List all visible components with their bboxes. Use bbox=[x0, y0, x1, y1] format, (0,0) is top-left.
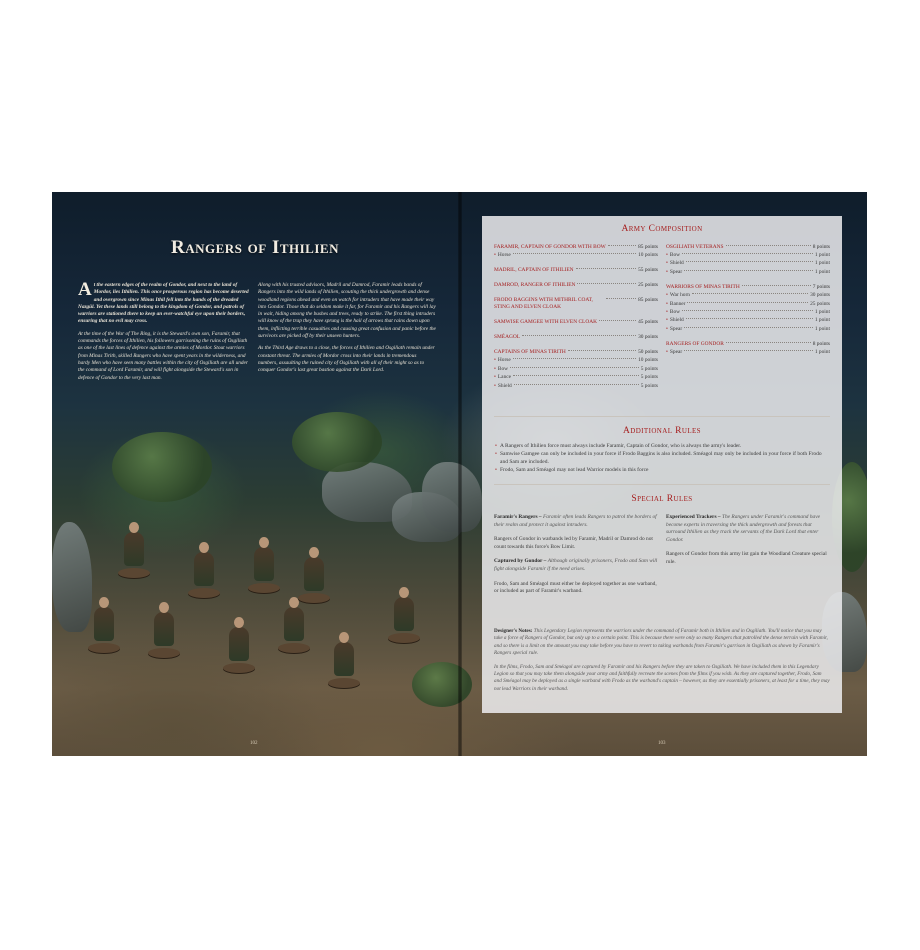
dot-leader bbox=[687, 302, 808, 303]
designers-notes-paragraph: Designer's Notes: This Legendary Legion represents the warriors under the command of Faramir both in Ithilien and in Osgiliath. You'll notice that you may take a force of Rangers of Gondor, but only up to a certain point. This is because there were only so many Rangers that patrolled the dense terrain with Faramir, and so there is a limit on the amount you may take before you have to revert to taking warbands from Faramir's garrison in Osgiliath as shown by Faramir's Rangers special rule. bbox=[494, 628, 828, 657]
dot-leader bbox=[514, 384, 639, 385]
dot-leader bbox=[692, 293, 808, 294]
bullet-icon: • bbox=[495, 443, 497, 449]
bullet-icon: • bbox=[495, 451, 497, 457]
intro-paragraph: At the eastern edges of the realm of Gondor, and next to the land of Mordor, lies Ithilien. This once prosperous region has become deserted and overgrown since Minas Ithil fell into the hands of the dreaded Nazgûl. Yet these lands still belong to the kingdom of Gondor, and patrols of warriors are stationed there to keep an ever-watchful eye upon their borders, ensuring that no evil may cross. bbox=[78, 279, 249, 325]
army-list-right bbox=[666, 244, 830, 365]
miniature-figure bbox=[227, 617, 251, 669]
unit-points: 25 points bbox=[638, 282, 658, 289]
special-rule: Experienced Trackers – The Rangers under Faramir's command have become experts in traversing the thick undergrowth and forests that surround Ithilien as they track the servants of the Dark Lord that enter Gondor. bbox=[666, 514, 820, 543]
option-name: Lance bbox=[497, 374, 512, 381]
book-spine bbox=[458, 192, 462, 756]
option-points: 10 points bbox=[638, 252, 658, 258]
unit-points: 8 points bbox=[812, 244, 830, 250]
dot-leader bbox=[513, 375, 639, 376]
miniature-figure bbox=[332, 632, 356, 684]
miniature-figure bbox=[152, 602, 176, 654]
unit-name: CAPTAINS OF MINAS TIRITH bbox=[494, 349, 566, 356]
unit-option bbox=[494, 382, 658, 390]
army-unit bbox=[666, 284, 830, 333]
bullet-icon: • bbox=[494, 252, 496, 258]
option-name: Shield bbox=[497, 382, 512, 389]
miniature-figure bbox=[252, 537, 276, 589]
option-name: Spear bbox=[669, 325, 683, 332]
section-divider bbox=[494, 416, 830, 417]
special-rule-text: Rangers of Gondor in warbands led by Faramir, Madril or Damrod do not count towards this force's Bow Limit. bbox=[494, 536, 653, 550]
option-points: 1 point bbox=[814, 317, 830, 324]
unit-option bbox=[666, 300, 830, 308]
dot-leader bbox=[577, 283, 636, 284]
unit-points: 50 points bbox=[638, 349, 658, 356]
unit-name: OSGILIATH VETERANS bbox=[666, 244, 724, 250]
unit-option bbox=[666, 291, 830, 299]
unit-points: 7 points bbox=[812, 284, 830, 291]
body-paragraph: At the time of the War of The Ring, it is the Steward's own son, Faramir, that commands the forces of Ithilien, his followers garrisoning the ruins of Osgiliath as one of the last lines of defence against the armies of Mordor. Stout warriors from Minas Tirith, skilled Rangers who have spent years in the wilderness, and hardy Men who have seen many battles within the city of Osgiliath are all under the command of Lord Faramir, and will fight alongside the Steward's son in defence of Gondor to the very last man. bbox=[78, 330, 248, 381]
special-rule-text: Rangers of Gondor from this army list gain the Woodland Creature special rule. bbox=[666, 551, 827, 565]
army-rules-panel bbox=[482, 216, 842, 713]
unit-option bbox=[666, 316, 830, 324]
body-paragraph: As the Third Age draws to a close, the forces of Ithilien and Osgiliath remain under constant threat. The armies of Mordor cross into their lands in tremendous numbers, assaulting the ruined city of Osgiliath with all of their might so as to conquer Gondor's last great bastion against the Dark Lord. bbox=[258, 345, 435, 374]
option-points: 1 point bbox=[814, 268, 830, 275]
army-composition-heading: Army Composition bbox=[621, 224, 703, 234]
unit-name: MADRIL, CAPTAIN OF ITHILIEN bbox=[494, 267, 574, 274]
page-number-right: 103 bbox=[658, 741, 666, 746]
army-unit bbox=[494, 297, 658, 311]
drop-cap: A bbox=[78, 279, 92, 300]
unit-name: FARAMIR, CAPTAIN OF GONDOR WITH BOW bbox=[494, 244, 606, 250]
dot-leader bbox=[742, 285, 811, 286]
body-paragraph: Along with his trusted advisors, Madril and Damrod, Faramir leads bands of Rangers into the wild lands of Ithilien, scouting the thick undergrowth and dense woodland regions ahead and even on watch for intruders that have made their way into Gondor. Those that do seldom make it far, for Faramir and his Rangers will lay in wait, hiding among the bushes and trees, ready to strike. The first thing intruders will know of the trap they have sprung is the hail of arrows that rains down upon them, inflicting terrible casualties and causing great confusion and panic before the survivors are picked off by their unseen hunters. bbox=[258, 282, 436, 340]
unit-option bbox=[666, 251, 830, 259]
unit-points: 8 points bbox=[812, 341, 830, 348]
unit-entry bbox=[494, 297, 658, 311]
unit-entry bbox=[494, 334, 658, 341]
unit-name: DAMROD, RANGER OF ITHILIEN bbox=[494, 282, 576, 289]
option-name: Spear bbox=[669, 268, 683, 275]
option-points: 1 point bbox=[814, 309, 830, 316]
option-name: Bow bbox=[669, 309, 681, 316]
dot-leader bbox=[606, 298, 636, 299]
miniature-figure bbox=[392, 587, 416, 639]
unit-entry bbox=[494, 349, 658, 356]
dot-leader bbox=[513, 358, 636, 359]
unit-entry bbox=[666, 341, 830, 348]
unit-entry bbox=[494, 244, 658, 251]
dot-leader bbox=[684, 350, 813, 351]
dot-leader bbox=[684, 270, 813, 271]
option-points: 1 point bbox=[814, 260, 830, 267]
unit-points: 55 points bbox=[638, 267, 658, 274]
bullet-icon: • bbox=[666, 268, 668, 275]
option-points: 30 points bbox=[810, 292, 830, 299]
dot-leader bbox=[682, 310, 813, 311]
unit-points: 85 points bbox=[638, 244, 658, 250]
army-unit bbox=[494, 267, 658, 274]
bullet-icon: • bbox=[666, 349, 668, 356]
bullet-icon: • bbox=[666, 317, 668, 324]
dot-leader bbox=[599, 320, 636, 321]
dot-leader bbox=[510, 367, 639, 368]
option-name: Horse bbox=[497, 252, 511, 258]
unit-points: 30 points bbox=[638, 334, 658, 341]
unit-name: SMÉAGOL bbox=[494, 334, 521, 341]
unit-entry bbox=[666, 284, 830, 291]
bullet-icon: • bbox=[666, 252, 668, 258]
army-unit bbox=[666, 244, 830, 276]
book-spread bbox=[52, 192, 867, 756]
bullet-icon: • bbox=[666, 260, 668, 267]
option-name: Spear bbox=[669, 349, 683, 356]
unit-entry bbox=[494, 319, 658, 326]
unit-option bbox=[666, 268, 830, 276]
dot-leader bbox=[682, 253, 813, 254]
page-title: Rangers of Ithilien bbox=[171, 237, 339, 258]
option-points: 5 points bbox=[640, 374, 658, 381]
army-unit bbox=[666, 341, 830, 356]
option-points: 25 points bbox=[810, 300, 830, 307]
option-points: 5 points bbox=[640, 365, 658, 372]
dot-leader bbox=[568, 350, 636, 351]
right-text-column bbox=[258, 282, 436, 380]
special-rules-heading: Special Rules bbox=[631, 494, 693, 504]
bullet-icon: • bbox=[666, 325, 668, 332]
unit-name: RANGERS OF GONDOR bbox=[666, 341, 724, 348]
additional-rules-list bbox=[494, 442, 830, 474]
section-divider bbox=[494, 484, 830, 485]
option-name: Horse bbox=[497, 357, 511, 364]
scenery-bush bbox=[112, 432, 212, 502]
unit-option bbox=[494, 365, 658, 373]
designers-notes-paragraph: In the films, Frodo, Sam and Sméagol are captured by Faramir and his Rangers before they are taken to Osgiliath. We have included them in this Legendary Legion so that you may take them alongside your army and faithfully recreate the scenes from the films if you wish. As they are captured together, Frodo, Sam and Sméagol may be deployed as a single warband with Frodo as the warband's captain – however, as they are essentially prisoners, at least for a time, they may not lead Warriors in their warband. bbox=[494, 663, 830, 692]
miniature-figure bbox=[302, 547, 326, 599]
unit-name: FRODO BAGGINS WITH MITHRIL COAT, STING AND ELVEN CLOAK bbox=[494, 297, 593, 311]
special-rule: Captured by Gondor – Although originally prisoners, Frodo and Sam will fight alongside Faramir if the need arises. bbox=[494, 558, 658, 572]
dot-leader bbox=[608, 245, 636, 246]
special-rule: Faramir's Rangers – Faramir often leads Rangers to patrol the borders of their realm and protect it against intruders. bbox=[494, 514, 657, 528]
army-unit bbox=[494, 319, 658, 326]
rule-item: • Frodo, Sam and Sméagol may not lead Warrior models in this force bbox=[495, 467, 649, 473]
option-points: 1 point bbox=[814, 349, 830, 356]
army-unit bbox=[494, 334, 658, 341]
special-rules-left bbox=[494, 514, 658, 603]
unit-entry bbox=[494, 282, 658, 289]
bullet-icon: • bbox=[494, 357, 496, 364]
option-name: Bow bbox=[669, 252, 681, 258]
left-text-column bbox=[78, 279, 250, 387]
unit-option bbox=[494, 356, 658, 364]
rule-item: • Samwise Gamgee can only be included in your force if Frodo Baggins is also included. Sméagol may only be included in your force if both Frodo and Sam are included. bbox=[495, 451, 822, 465]
dot-leader bbox=[686, 261, 813, 262]
scenery-rock bbox=[422, 462, 482, 532]
dot-leader bbox=[686, 318, 813, 319]
unit-points: 45 points bbox=[638, 319, 658, 326]
army-unit bbox=[494, 282, 658, 289]
option-name: Bow bbox=[497, 365, 509, 372]
rule-item: • A Rangers of Ithilien force must always include Faramir, Captain of Gondor, who is always the army's leader. bbox=[495, 443, 742, 449]
unit-points: 85 points bbox=[638, 297, 658, 304]
additional-rules-heading: Additional Rules bbox=[623, 426, 701, 436]
army-unit bbox=[494, 349, 658, 390]
page-number-left: 102 bbox=[250, 741, 258, 746]
option-name: Shield bbox=[669, 260, 684, 267]
unit-option bbox=[666, 348, 830, 356]
dot-leader bbox=[684, 327, 813, 328]
designers-notes bbox=[494, 628, 830, 699]
unit-option bbox=[494, 251, 658, 259]
dot-leader bbox=[726, 342, 811, 343]
option-points: 5 points bbox=[640, 382, 658, 389]
miniature-figure bbox=[282, 597, 306, 649]
unit-name: WARRIORS OF MINAS TIRITH bbox=[666, 284, 740, 291]
option-points: 1 point bbox=[814, 252, 830, 258]
option-name: Shield bbox=[669, 317, 684, 324]
unit-option bbox=[494, 373, 658, 381]
unit-entry bbox=[666, 244, 830, 251]
unit-option bbox=[666, 308, 830, 316]
unit-option bbox=[666, 259, 830, 267]
bullet-icon: • bbox=[494, 374, 496, 381]
miniature-figure bbox=[92, 597, 116, 649]
scenery-bush bbox=[412, 662, 472, 707]
bullet-icon: • bbox=[494, 382, 496, 389]
dot-leader bbox=[522, 335, 636, 336]
unit-option bbox=[666, 325, 830, 333]
army-list-left bbox=[494, 244, 658, 398]
bullet-icon: • bbox=[666, 292, 668, 299]
dot-leader bbox=[726, 245, 811, 246]
bullet-icon: • bbox=[666, 309, 668, 316]
scenery-bush bbox=[292, 412, 382, 472]
bullet-icon: • bbox=[666, 300, 668, 307]
unit-entry bbox=[494, 267, 658, 274]
scenery-rock bbox=[52, 522, 92, 632]
special-rules-right bbox=[666, 514, 830, 574]
option-name: Banner bbox=[669, 300, 686, 307]
dot-leader bbox=[513, 253, 636, 254]
miniature-figure bbox=[122, 522, 146, 574]
dot-leader bbox=[576, 268, 637, 269]
army-unit bbox=[494, 244, 658, 259]
special-rule-text: Frodo, Sam and Sméagol must either be deployed together as one warband, or included as part of Faramir's warband. bbox=[494, 580, 657, 595]
unit-name: SAMWISE GAMGEE WITH ELVEN CLOAK bbox=[494, 319, 598, 326]
option-name: War horn bbox=[669, 292, 690, 299]
bullet-icon: • bbox=[494, 365, 496, 372]
option-points: 10 points bbox=[638, 357, 658, 364]
miniature-figure bbox=[192, 542, 216, 594]
bullet-icon: • bbox=[495, 467, 497, 473]
option-points: 1 point bbox=[814, 325, 830, 332]
